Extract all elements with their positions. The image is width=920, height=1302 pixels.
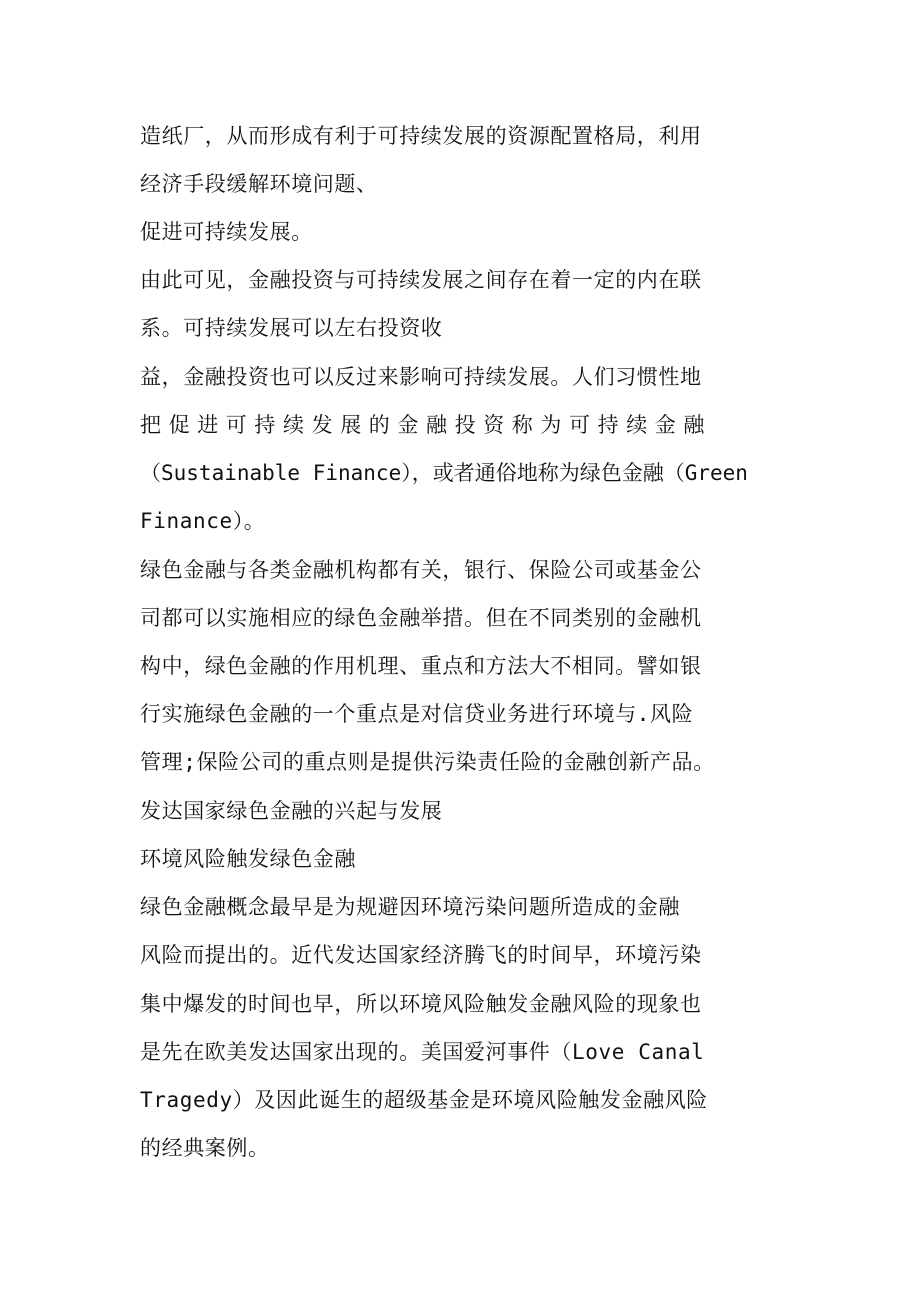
text-line: 构中，绿色金融的作用机理、重点和方法大不相同。譬如银 — [140, 654, 702, 678]
text-line: 促进可持续发展。 — [140, 220, 313, 244]
text-line: 是先在欧美发达国家出现的。美国爱河事件（Love Canal — [140, 1040, 705, 1064]
text-line: Finance）。 — [140, 509, 266, 533]
text-line: 的经典案例。 — [140, 1136, 270, 1160]
text-line: 由此可见，金融投资与可持续发展之间存在着一定的内在联 — [140, 268, 702, 292]
text-line: 系。可持续发展可以左右投资收 — [140, 316, 443, 340]
text-line: （Sustainable Finance），或者通俗地称为绿色金融（Green — [140, 461, 748, 485]
text-line: Tragedy）及因此诞生的超级基金是环境风险触发金融风险 — [140, 1088, 708, 1112]
text-line: 管理;保险公司的重点则是提供污染责任险的金融创新产品。 — [140, 750, 715, 774]
text-line: 司都可以实施相应的绿色金融举措。但在不同类别的金融机 — [140, 606, 702, 630]
text-line: 集中爆发的时间也早，所以环境风险触发金融风险的现象也 — [140, 992, 702, 1016]
text-line: 经济手段缓解环境问题、 — [140, 172, 378, 196]
text-line: 造纸厂，从而形成有利于可持续发展的资源配置格局，利用 — [140, 124, 702, 148]
text-line: 行实施绿色金融的一个重点是对信贷业务进行环境与.风险 — [140, 702, 694, 726]
text-line: 绿色金融与各类金融机构都有关，银行、保险公司或基金公 — [140, 558, 702, 582]
text-line: 风险而提出的。近代发达国家经济腾飞的时间早，环境污染 — [140, 943, 702, 967]
section-heading: 发达国家绿色金融的兴起与发展 — [140, 799, 443, 823]
subsection-heading: 环境风险触发绿色金融 — [140, 847, 356, 871]
text-line: 把促进可持续发展的金融投资称为可持续金融 — [140, 413, 712, 437]
text-line: 益，金融投资也可以反过来影响可持续发展。人们习惯性地 — [140, 365, 702, 389]
text-line: 绿色金融概念最早是为规避因环境污染问题所造成的金融 — [140, 895, 680, 919]
